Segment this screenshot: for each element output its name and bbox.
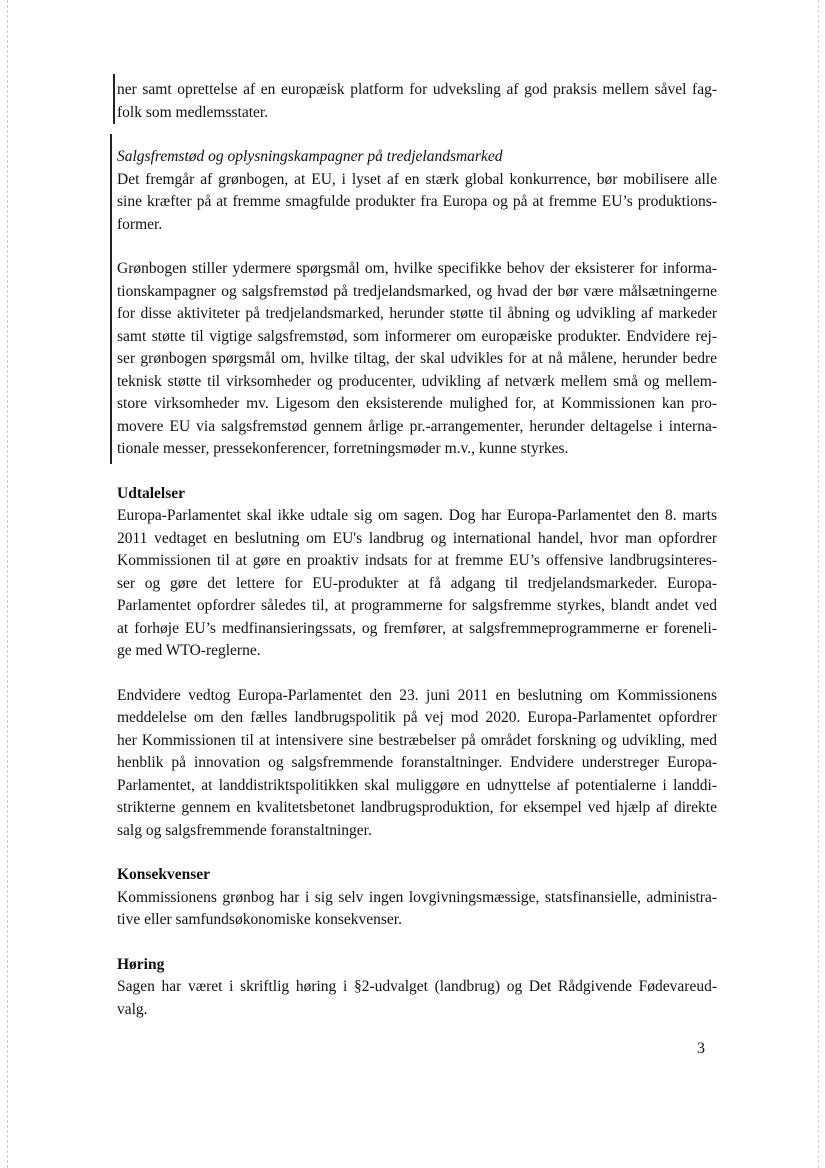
text-line: teknisk støtte til virksomheder og producenter, udvikling af netværk mellem små og mellem- [117, 372, 717, 390]
udtalelser-paragraph-2 [117, 685, 717, 843]
page-number: 3 [697, 1040, 705, 1057]
text-line: at forhøje EU’s medfinansieringssats, og fremfører, at salgsfremmeprogrammerne er foreneli- [117, 619, 717, 637]
change-bar [113, 74, 115, 124]
text-line: strikterne gennem en kvalitetsbetonet landbrugsproduktion, for eksempel ved hjælp af direkte [117, 799, 717, 816]
text-line: tionskampagner og salgsfremstød på tredjelandsmarked, og hvad der bør være målsætningerne [117, 282, 717, 300]
konsekvenser-section [117, 864, 717, 932]
text-line: ser grønbogen spørgsmål om, hvilke tiltag, der skal udvikles for at nå målene, herunder bedre [117, 350, 717, 367]
document-body [117, 79, 717, 1021]
text-line: ser og gøre det lettere for EU-produkter at få adgang til tredjelandsmarkeder. Europa- [117, 574, 717, 592]
text-line: Parlamentet, at landdistriktspolitikken skal muliggøre en udnyttelse af potentialerne i landdi- [117, 776, 717, 794]
text-line: for disse aktiviteter på tredjelandsmarked, herunder støtte til åbning og udvikling af markeder [117, 305, 717, 322]
text-line: ner samt oprettelse af en europæisk platform for udveksling af god praksis mellem såvel fag- [117, 81, 717, 98]
text-line: store virksomheder mv. Ligesom den eksisterende mulighed for, at Kommissionen kan pro- [117, 395, 717, 412]
text-line: her Kommissionen til at intensivere sine bestræbelser på området forskning og udvikling, med [117, 731, 717, 749]
text-line: henblik på innovation og salgsfremmende foranstaltninger. Endvidere understreger Europa- [117, 754, 717, 771]
text-line: tive eller samfundsøkonomiske konsekvenser. [117, 911, 402, 928]
text-line: Kommissionen til at gøre en proaktiv indsats for at fremme EU’s offensive landbrugsinteres- [117, 552, 717, 569]
text-line: samt støtte til vigtige salgsfremstød, som informerer om europæiske produkter. Endvidere rej- [117, 327, 717, 345]
scan-edge-right [818, 0, 819, 1168]
udtalelser-section [117, 483, 717, 663]
text-line: former. [117, 215, 163, 233]
text-line: Grønbogen stiller ydermere spørgsmål om, hvilke specifikke behov der eksisterer for informa- [117, 260, 717, 277]
text-line: Europa-Parlamentet skal ikke udtale sig om sagen. Dog har Europa-Parlamentet den 8. marts [117, 507, 717, 524]
salgsfremstod-paragraph-2 [117, 258, 717, 461]
change-bar [110, 134, 112, 464]
text-line: valg. [117, 1000, 148, 1018]
text-line: Det fremgår af grønbogen, at EU, i lyset af en stærk global konkurrence, bør mobilisere alle [117, 170, 717, 188]
text-line: Kommissionens grønbog har i sig selv ingen lovgivningsmæssige, statsfinansielle, administra- [117, 888, 717, 906]
text-line: meddelelse om den fælles landbrugspolitik på vej mod 2020. Europa-Parlamentet opfordrer [117, 709, 717, 726]
heading-udtalelser: Udtalelser [117, 484, 186, 502]
text-line: ge med WTO-reglerne. [117, 642, 261, 659]
text-line: 2011 vedtaget en beslutning om EU's landbrug og international handel, hvor man opfordrer [117, 529, 717, 547]
horing-section [117, 954, 717, 1022]
intro-paragraph [117, 79, 717, 124]
scan-edge-left [7, 0, 8, 1168]
text-line: sine kræfter på at fremme smagfulde produkter fra Europa og på at fremme EU’s produktions- [117, 193, 717, 210]
text-line: Parlamentet opfordrer således til, at programmerne for salgsfremme styrkes, blandt andet ved [117, 597, 717, 614]
text-line: Endvidere vedtog Europa-Parlamentet den 23. juni 2011 en beslutning om Kommissionens [117, 686, 717, 704]
text-line: folk som medlemsstater. [117, 103, 269, 121]
heading-konsekvenser: Konsekvenser [117, 866, 210, 883]
text-line: salg og salgsfremmende foranstaltninger. [117, 821, 372, 839]
heading-horing: Høring [117, 955, 165, 973]
subheading-salgsfremstod: Salgsfremstød og oplysningskampagner på tredjelandsmarked [117, 148, 503, 165]
salgsfremstod-section [117, 146, 717, 236]
text-line: Sagen har været i skriftlig høring i §2-udvalget (landbrug) og Det Rådgivende Fødevareud- [117, 978, 717, 995]
text-line: movere EU via salgsfremstød gennem årlige pr.-arrangementer, herunder deltagelse i interna- [117, 417, 717, 435]
text-line: tionale messer, pressekonferencer, forretningsmøder m.v., kunne styrkes. [117, 440, 569, 457]
